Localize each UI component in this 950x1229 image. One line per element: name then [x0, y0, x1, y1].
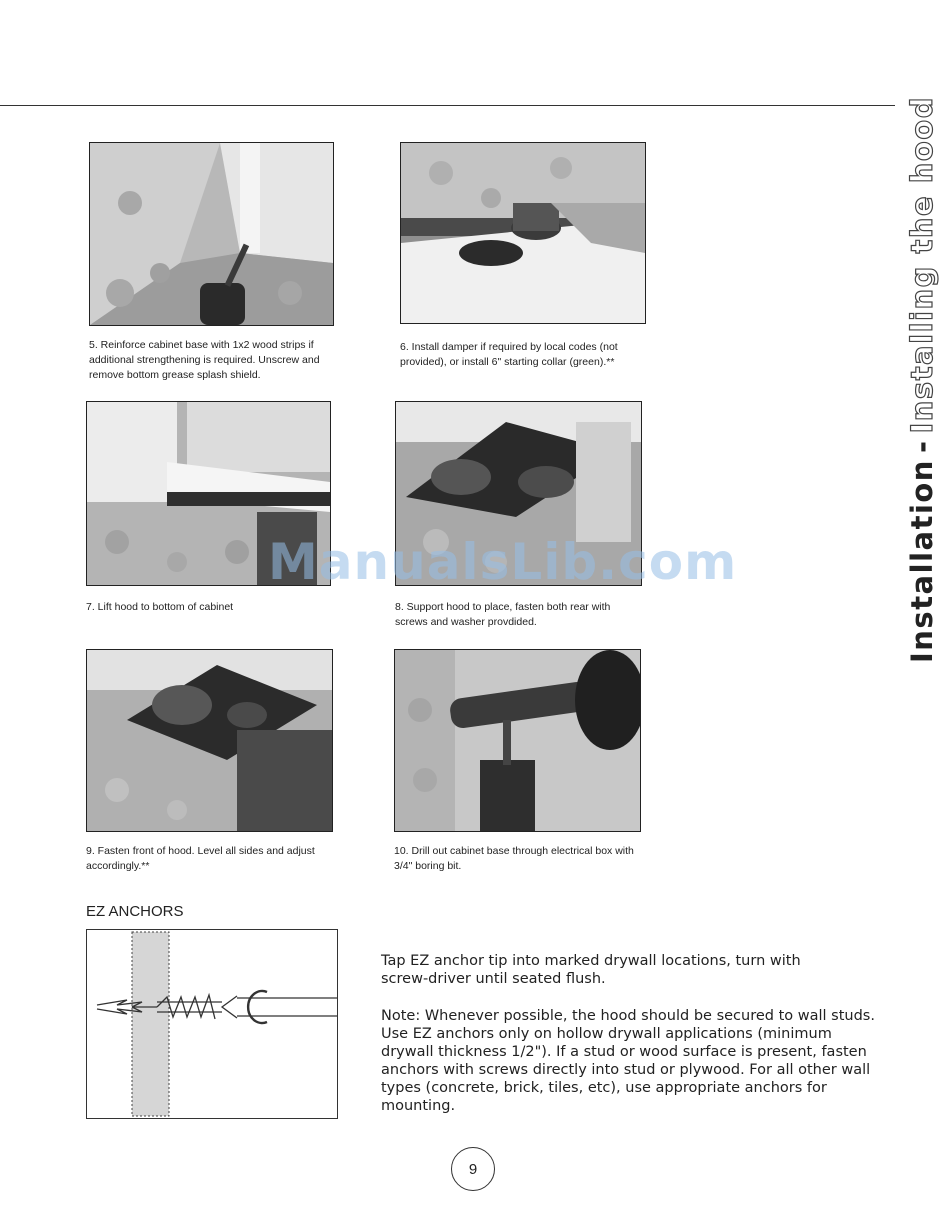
step-5-photo	[89, 142, 334, 326]
watermark: ManualsLib.com	[268, 533, 738, 591]
step-10-caption: 10. Drill out cabinet base through electrical box with 3/4" boring bit.	[394, 845, 634, 872]
side-title-separator: -	[905, 439, 939, 454]
step-5-caption: 5. Reinforce cabinet base with 1x2 wood strips if additional strengthening is required. Unscrew and remove bottom grease splash shield.	[89, 339, 320, 381]
step-10-photo	[394, 649, 641, 832]
side-title-part2: Installing the hood	[905, 96, 939, 434]
step-9-caption: 9. Fasten front of hood. Level all sides and adjust accordingly.**	[86, 845, 315, 872]
step-8-caption: 8. Support hood to place, fasten both rear with screws and washer provdided.	[395, 601, 611, 628]
ez-anchor-diagram	[86, 929, 338, 1119]
header-rule	[0, 105, 895, 106]
side-section-title	[905, 96, 939, 663]
ez-anchor-note: Note: Whenever possible, the hood should be secured to wall studs. Use EZ anchors only on hollow drywall applications (minimum drywall thickness 1/2"). If a stud or wood surface is present, fasten anchors with screws directly into stud or plywood. For all other wall types (concrete, brick, tiles, etc), use appropriate anchors for mounting.	[381, 1008, 875, 1114]
ez-anchors-heading: EZ ANCHORS	[86, 903, 184, 920]
step-6-caption: 6. Install damper if required by local codes (not provided), or install 6" starting collar (green).**	[400, 341, 618, 368]
step-9-photo	[86, 649, 333, 832]
step-6-photo	[400, 142, 646, 324]
page-number: 9	[451, 1147, 495, 1191]
side-title-part1: Installation	[905, 459, 939, 663]
ez-anchor-instruction: Tap EZ anchor tip into marked drywall locations, turn with screw-driver until seated flush.	[381, 953, 801, 987]
step-7-caption: 7. Lift hood to bottom of cabinet	[86, 601, 234, 613]
